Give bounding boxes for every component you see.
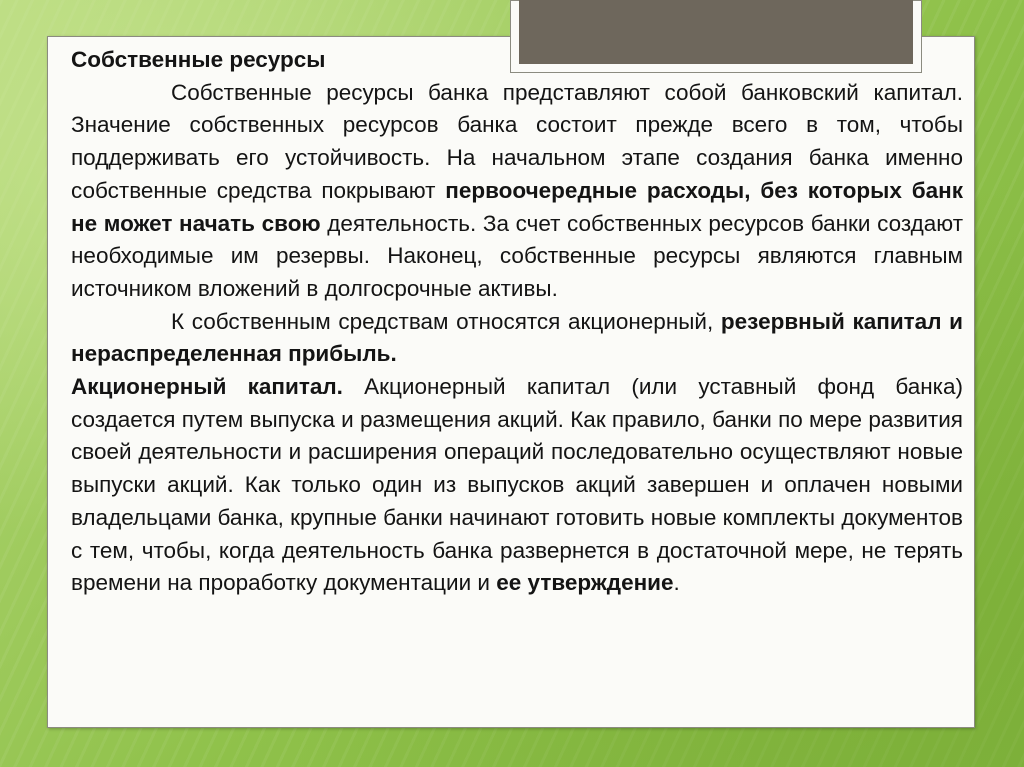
paragraph-end-punct: .: [673, 570, 680, 596]
section-heading: Собственные ресурсы: [71, 47, 326, 72]
paragraph-composition: [71, 306, 963, 371]
paragraph-text: К собственным средствам относятся акционерный,: [171, 308, 721, 334]
paragraph-text: Собственные ресурсы банка представляют собой банковский капитал. Значение собственных ресурсов банка состоит прежде всего в том, чтобы поддерживать его устойчивость. На начальном этапе создания банка именно собственные средства покрывают: [71, 79, 963, 203]
paragraph-own-resources: [71, 77, 963, 306]
paragraph-bold-phrase: резервный капитал и нераспределенная прибыль.: [71, 308, 963, 367]
paragraph-text: Акционерный капитал (или уставный фонд банка) создается путем выпуска и размещения акций. Как правило, банки по мере развития своей деятельности и расширения операций последовательно осуществляют новые выпуски акций. Как только один из выпусков акций завершен и оплачен новыми владельцами банка, крупные банки начинают готовить новые комплекты документов с тем, чтобы, когда деятельность банка развернется в достаточной мере, не терять времени на проработку документации и: [71, 374, 963, 596]
paragraph-bold-tail: ее утверждение: [496, 570, 674, 596]
slide-text-body: [71, 44, 963, 600]
paragraph-share-capital: [71, 371, 963, 600]
paragraph-bold-lead: Акционерный капитал.: [71, 374, 343, 400]
paragraph-bold-phrase: первоочередные расходы, без которых банк не может начать свою: [71, 177, 963, 236]
paragraph-text: деятельность. За счет собственных ресурсов банки создают необходимые им резервы. Наконец, собственные ресурсы являются главным источником вложений в долгосрочные активы.: [71, 210, 963, 301]
